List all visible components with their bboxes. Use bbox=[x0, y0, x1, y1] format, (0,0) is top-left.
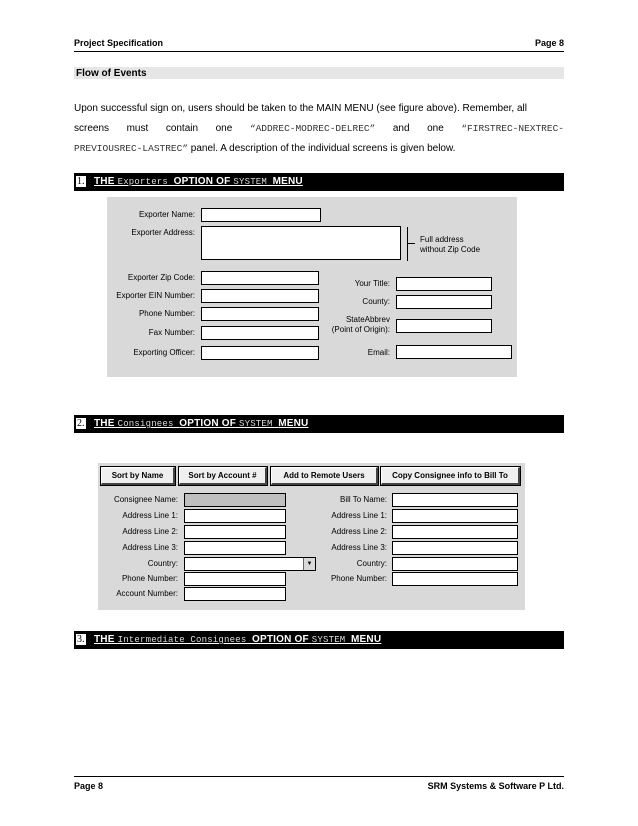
sort-by-name-button[interactable]: Sort by Name bbox=[101, 467, 175, 485]
address-2-field[interactable] bbox=[184, 525, 286, 539]
phone-label: Phone Number: bbox=[138, 309, 195, 318]
title-name: Consignees bbox=[117, 419, 180, 429]
intro-code: PREVIOUSREC-LASTREC” bbox=[74, 143, 189, 154]
title-name: Exporters bbox=[117, 177, 174, 187]
section-number: 3. bbox=[77, 634, 85, 645]
consignee-name-label: Consignee Name: bbox=[113, 495, 178, 504]
intro-word: one bbox=[215, 123, 233, 134]
intro-word: and bbox=[392, 123, 410, 134]
title-field[interactable] bbox=[396, 277, 492, 291]
bill-country-field[interactable] bbox=[392, 557, 518, 571]
section-number: 1. bbox=[77, 176, 85, 187]
doc-header-title: Project Specification bbox=[74, 38, 164, 48]
title-option: OPTION OF bbox=[179, 418, 239, 429]
address-bracket bbox=[407, 227, 413, 261]
bill-address-2-label: Address Line 2: bbox=[331, 527, 387, 536]
copy-to-bill-to-button[interactable]: Copy Consignee info to Bill To bbox=[381, 467, 520, 485]
intro-word-code: “FIRSTREC-NEXTREC- bbox=[461, 123, 564, 134]
zip-field[interactable] bbox=[201, 271, 319, 285]
exporter-address-field[interactable] bbox=[201, 226, 401, 260]
address-2-label: Address Line 2: bbox=[122, 527, 178, 536]
account-label: Account Number: bbox=[116, 589, 178, 598]
exporter-address-label: Exporter Address: bbox=[131, 228, 195, 237]
account-field[interactable] bbox=[184, 587, 286, 601]
fax-field[interactable] bbox=[201, 326, 319, 340]
doc-header-page: Page 8 bbox=[534, 38, 564, 48]
phone-field[interactable] bbox=[201, 307, 319, 321]
bill-address-3-field[interactable] bbox=[392, 541, 518, 555]
bill-address-1-field[interactable] bbox=[392, 509, 518, 523]
section-heading-exporters bbox=[74, 173, 564, 191]
title-option: OPTION OF bbox=[173, 176, 234, 187]
phone-label: Phone Number: bbox=[121, 574, 178, 583]
exporter-name-field[interactable] bbox=[201, 208, 321, 222]
chevron-down-icon[interactable]: ▼ bbox=[303, 558, 315, 570]
phone-field[interactable] bbox=[184, 572, 286, 586]
bill-to-name-field[interactable] bbox=[392, 493, 518, 507]
bill-phone-field[interactable] bbox=[392, 572, 518, 586]
title-menu: MENU bbox=[351, 634, 382, 645]
section-title bbox=[94, 418, 308, 429]
county-label: County: bbox=[362, 297, 390, 306]
flow-heading: Flow of Events bbox=[76, 68, 147, 79]
section-number: 2. bbox=[77, 418, 85, 429]
consignee-form-panel bbox=[98, 463, 525, 610]
ein-label: Exporter EIN Number: bbox=[116, 291, 195, 300]
bill-phone-label: Phone Number: bbox=[330, 574, 387, 583]
bill-to-name-label: Bill To Name: bbox=[340, 495, 387, 504]
intro-text: panel. A description of the individual screens is given below. bbox=[188, 143, 456, 154]
address-note-1: Full address bbox=[420, 235, 464, 244]
sort-by-account-button[interactable]: Sort by Account # bbox=[179, 467, 267, 485]
consignee-name-field bbox=[184, 493, 286, 507]
title-system: SYSTEM bbox=[311, 635, 352, 645]
country-select[interactable] bbox=[184, 557, 316, 571]
bill-address-1-label: Address Line 1: bbox=[331, 511, 387, 520]
title-the: THE bbox=[94, 176, 118, 187]
exporter-form-panel bbox=[107, 197, 517, 377]
address-3-field[interactable] bbox=[184, 541, 286, 555]
state-label-2: (Point of Origin): bbox=[331, 325, 390, 334]
intro-word: one bbox=[427, 123, 444, 134]
fax-label: Fax Number: bbox=[148, 328, 195, 337]
intro-line-1: Upon successful sign on, users should be taken to the MAIN MENU (see figure above). Remember, all bbox=[74, 103, 527, 114]
title-the: THE bbox=[94, 418, 118, 429]
address-1-field[interactable] bbox=[184, 509, 286, 523]
intro-line-2 bbox=[74, 119, 564, 139]
flow-heading-bar bbox=[74, 67, 564, 79]
title-the: THE bbox=[94, 634, 118, 645]
state-label-1: StateAbbrev bbox=[345, 315, 390, 324]
officer-field[interactable] bbox=[201, 346, 319, 360]
footer-company: SRM Systems & Software P Ltd. bbox=[427, 781, 564, 791]
officer-label: Exporting Officer: bbox=[133, 348, 195, 357]
title-system: SYSTEM bbox=[233, 177, 273, 187]
section-heading-intermediate-consignees bbox=[74, 631, 564, 649]
intro-word: contain bbox=[165, 123, 199, 134]
zip-label: Exporter Zip Code: bbox=[127, 273, 195, 282]
intro-word-code: “ADDREC-MODREC-DELREC” bbox=[249, 123, 376, 134]
intro-line-3 bbox=[74, 139, 564, 159]
exporter-name-label: Exporter Name: bbox=[138, 210, 195, 219]
footer-page: Page 8 bbox=[74, 781, 104, 791]
title-system: SYSTEM bbox=[239, 419, 279, 429]
title-label: Your Title: bbox=[354, 279, 390, 288]
section-title bbox=[94, 176, 303, 187]
section-heading-consignees bbox=[74, 415, 564, 433]
address-bracket-tick bbox=[407, 243, 415, 244]
header-rule bbox=[74, 51, 564, 52]
title-name: Intermediate Consignees bbox=[117, 635, 253, 645]
intro-word: screens bbox=[74, 123, 110, 134]
address-1-label: Address Line 1: bbox=[122, 511, 178, 520]
country-label: Country: bbox=[147, 559, 178, 568]
email-label: Email: bbox=[367, 348, 390, 357]
title-option: OPTION OF bbox=[252, 634, 312, 645]
address-3-label: Address Line 3: bbox=[122, 543, 178, 552]
bill-address-2-field[interactable] bbox=[392, 525, 518, 539]
state-field[interactable] bbox=[396, 319, 492, 333]
section-title bbox=[94, 634, 381, 645]
intro-word: must bbox=[126, 123, 149, 134]
title-menu: MENU bbox=[278, 418, 309, 429]
bill-address-3-label: Address Line 3: bbox=[331, 543, 387, 552]
title-menu: MENU bbox=[272, 176, 303, 187]
address-note-2: without Zip Code bbox=[420, 245, 481, 254]
ein-field[interactable] bbox=[201, 289, 319, 303]
bill-country-label: Country: bbox=[356, 559, 387, 568]
add-remote-users-button[interactable]: Add to Remote Users bbox=[271, 467, 378, 485]
email-field[interactable] bbox=[396, 345, 512, 359]
county-field[interactable] bbox=[396, 295, 492, 309]
footer-rule bbox=[74, 776, 564, 777]
